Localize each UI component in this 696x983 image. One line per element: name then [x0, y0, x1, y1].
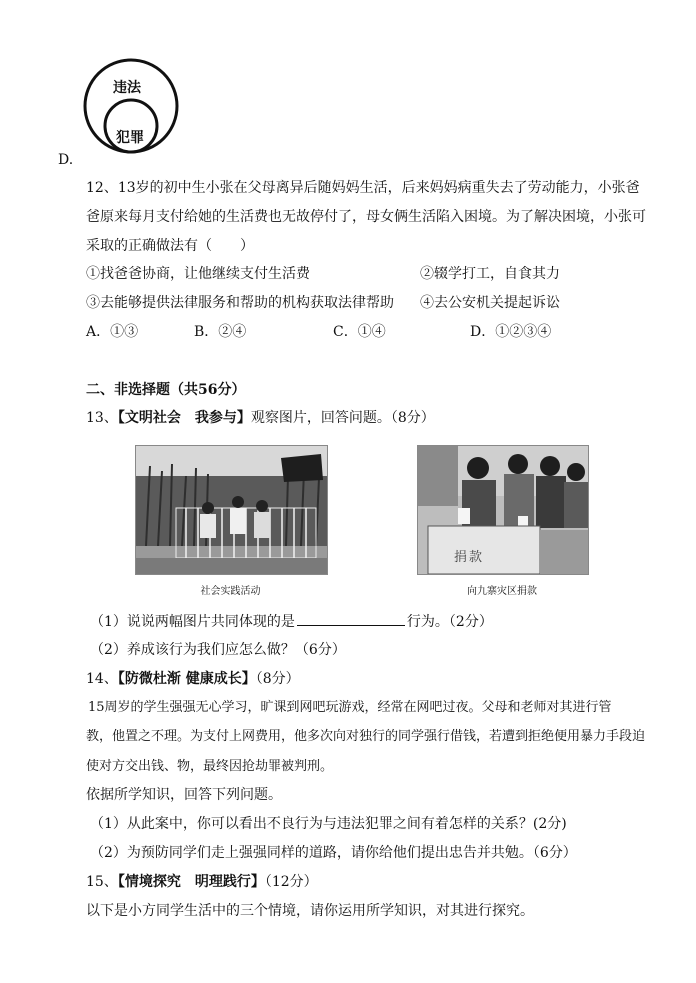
- q12-line3: 采取的正确做法有（ ）: [86, 238, 254, 254]
- q12-choice-a: A．①③: [86, 324, 139, 340]
- q15-rest: （12分）: [264, 874, 318, 890]
- q12-opt3: ③去能够提供法律服务和帮助的机构获取法律帮助: [86, 295, 394, 311]
- caption-donation: 向九寨灾区捐款: [467, 586, 537, 597]
- q13-answer-blank[interactable]: [297, 611, 405, 626]
- q13-sub1-pre: （1）说说两幅图片共同体现的是: [90, 614, 295, 630]
- q14-prefix: 14、: [86, 671, 118, 687]
- q14-story-line1: 15周岁的学生强强无心学习，旷课到网吧玩游戏，经常在网吧过夜。父母和老师对其进行管: [88, 700, 612, 715]
- q12-opt2: ②辍学打工，自食其力: [420, 266, 560, 282]
- q15-heading: [86, 872, 318, 892]
- q13-tag: 【文明社会 我参与】: [117, 410, 251, 426]
- q12-line1: 12、13岁的初中生小张在父母离异后随妈妈生活，后来妈妈病重失去了劳动能力，小张爸: [86, 180, 640, 196]
- photo-donation: [417, 445, 589, 575]
- q14-story-line2: 教，他置之不理。为支付上网费用，他多次向对独行的同学强行借钱，若遭到拒绝便用暴力手段迫: [86, 729, 646, 744]
- photo-social-practice: [135, 445, 328, 575]
- q13-sub1-post: 行为。（2分）: [406, 614, 493, 630]
- q13-sub1: [90, 611, 493, 632]
- q14-sub1: （1）从此案中，你可以看出不良行为与违法犯罪之间有着怎样的关系？(2分): [90, 816, 567, 832]
- q14-heading: [86, 669, 300, 689]
- caption-social-practice: 社会实践活动: [200, 586, 261, 597]
- q13-rest: 观察图片，回答问题。（8分）: [250, 410, 435, 426]
- photo-donation-art: [418, 446, 588, 574]
- q12-opt1: ①找爸爸协商，让他继续支付生活费: [86, 266, 310, 282]
- q14-tag: 【防微杜渐 健康成长】: [117, 671, 256, 687]
- q13-heading: [86, 408, 435, 428]
- q15-intro: 以下是小方同学生活中的三个情境，请你运用所学知识，对其进行探究。: [86, 903, 534, 919]
- q12-line2: 爸原来每月支付给她的生活费也无故停付了，母女俩生活陷入困境。为了解决困境，小张可: [86, 209, 646, 225]
- section2-title: 二、非选择题（共56分）: [86, 382, 246, 398]
- q14-rest: （8分）: [255, 671, 300, 687]
- photo-social-practice-art: [136, 446, 327, 574]
- q12-choice-c: C．①④: [333, 324, 386, 340]
- q15-prefix: 15、: [86, 874, 118, 890]
- venn-inner-label: 犯罪: [116, 130, 144, 146]
- q14-sub2: （2）为预防同学们走上强强同样的道路，请你给他们提出忠告并共勉。（6分）: [90, 845, 577, 861]
- q12-choice-d: D．①②③④: [470, 324, 552, 340]
- q13-prefix: 13、: [86, 410, 118, 426]
- q11-option-d: D.: [58, 152, 74, 168]
- q12-opt4: ④去公安机关提起诉讼: [420, 295, 560, 311]
- q14-intro: 依据所学知识，回答下列问题。: [86, 787, 282, 803]
- q14-story-line3: 使对方交出钱、物，最终因抢劫罪被判刑。: [86, 759, 334, 774]
- venn-outer-label: 违法: [113, 80, 141, 96]
- donation-box-label: 捐款: [454, 550, 485, 565]
- q13-sub2: （2）养成该行为我们应怎么做？（6分）: [90, 642, 346, 658]
- q15-tag: 【情境探究 明理践行】: [117, 874, 265, 890]
- q12-choice-b: B．②④: [194, 324, 247, 340]
